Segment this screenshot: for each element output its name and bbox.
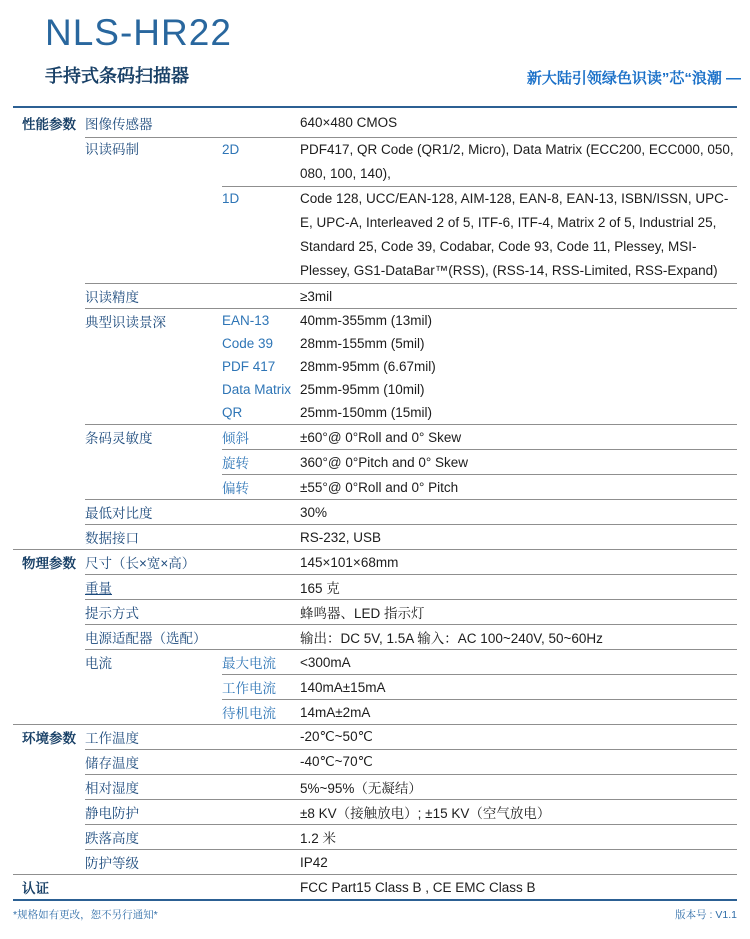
footer-version: 版本号 : V1.1 <box>675 909 737 921</box>
param-label: 尺寸（长×宽×高） <box>85 556 196 571</box>
param-sublabel: 工作电流 <box>222 681 276 696</box>
param-label: 跌落高度 <box>85 831 139 846</box>
section-label: 物理参数 <box>22 556 76 571</box>
param-sublabel: 2D <box>222 142 240 157</box>
param-value: 145×101×68mm <box>300 554 399 570</box>
spec-row <box>13 750 737 774</box>
spec-row <box>13 425 737 449</box>
param-label: 防护等级 <box>85 856 139 871</box>
spec-row <box>13 600 737 624</box>
param-value: 165 克 <box>300 581 340 596</box>
param-value: ±60°@ 0°Roll and 0° Skew <box>300 429 462 445</box>
param-sublabel: 最大电流 <box>222 656 276 671</box>
param-value: 1.2 米 <box>300 831 337 846</box>
spec-row <box>13 500 737 524</box>
product-name: 手持式条码扫描器 <box>45 66 189 86</box>
param-label: 数据接口 <box>85 531 139 546</box>
spec-row <box>13 309 737 332</box>
param-value: Code 128, UCC/EAN-128, AIM-128, EAN-8, EAN-13, ISBN/ISSN, UPC-E, UPC-A, Interleaved 2 of 5, ITF-6, ITF-4, Matrix 2 of 5, Industrial 25, Standard 25, Code 39, Codabar, Code 93, Code 11, Plessey, MSI-Plessey, GS1-DataBar™(RSS), (RSS-14, RSS-Limited, RSS-Expand) <box>300 191 729 278</box>
param-label: 重量 <box>85 581 112 596</box>
param-value: 28mm-95mm (6.67mil) <box>300 359 436 374</box>
param-value: 140mA±15mA <box>300 679 386 695</box>
param-value: 25mm-95mm (10mil) <box>300 382 425 397</box>
spec-row <box>13 108 737 137</box>
spec-row <box>13 378 737 401</box>
param-value: <300mA <box>300 654 351 670</box>
spec-table <box>13 106 737 901</box>
param-label: 电源适配器（选配） <box>85 631 207 646</box>
section-label: 认证 <box>22 881 49 896</box>
param-label: 电流 <box>85 656 112 671</box>
param-value: -40℃~70℃ <box>300 754 373 769</box>
param-sublabel: QR <box>222 405 243 420</box>
param-sublabel: Code 39 <box>222 336 274 351</box>
param-value: 360°@ 0°Pitch and 0° Skew <box>300 454 468 470</box>
spec-row <box>13 875 737 899</box>
param-value: FCC Part15 Class B , CE EMC Class B <box>300 879 536 895</box>
param-sublabel: Data Matrix <box>222 382 292 397</box>
param-label: 相对湿度 <box>85 781 139 796</box>
spec-row <box>13 187 737 283</box>
param-value: 蜂鸣器、LED 指示灯 <box>300 606 425 621</box>
product-model: NLS-HR22 <box>45 12 232 53</box>
param-value: 640×480 CMOS <box>300 115 398 130</box>
spec-row <box>13 725 737 749</box>
spec-row <box>13 284 737 308</box>
footer-note: *规格如有更改，恕不另行通知* <box>13 909 158 921</box>
param-label: 最低对比度 <box>85 506 153 521</box>
param-sublabel: 旋转 <box>222 456 249 471</box>
param-label: 提示方式 <box>85 606 139 621</box>
param-sublabel: PDF 417 <box>222 359 276 374</box>
spec-row <box>13 700 737 724</box>
param-value: PDF417, QR Code (QR1/2, Micro), Data Matrix (ECC200, ECC000, 050, 080, 100, 140), <box>300 142 734 181</box>
param-label: 储存温度 <box>85 756 139 771</box>
param-label: 静电防护 <box>85 806 139 821</box>
spec-row <box>13 550 737 574</box>
section-label: 环境参数 <box>22 731 76 746</box>
param-value: 30% <box>300 504 328 520</box>
param-label: 条码灵敏度 <box>85 431 153 446</box>
spec-row <box>13 650 737 674</box>
spec-row <box>13 525 737 549</box>
param-label: 识读码制 <box>85 142 139 157</box>
param-label: 典型识读景深 <box>85 314 166 330</box>
param-value: 28mm-155mm (5mil) <box>300 336 425 351</box>
spec-row <box>13 800 737 824</box>
spec-row <box>13 775 737 799</box>
spec-row <box>13 625 737 649</box>
param-value: IP42 <box>300 854 328 870</box>
spec-row <box>13 401 737 424</box>
param-sublabel: EAN-13 <box>222 313 270 328</box>
param-value: 40mm-355mm (13mil) <box>300 313 433 328</box>
param-value: RS-232, USB <box>300 529 382 545</box>
spec-row <box>13 450 737 474</box>
spec-row <box>13 825 737 849</box>
param-label: 图像传感器 <box>85 116 153 132</box>
param-value: -20℃~50℃ <box>300 729 373 744</box>
param-sublabel: 1D <box>222 191 240 206</box>
param-value: 5%~95%（无凝结） <box>300 781 422 796</box>
spec-row <box>13 675 737 699</box>
param-value: ±8 KV（接触放电）; ±15 KV（空气放电） <box>300 806 551 821</box>
param-sublabel: 待机电流 <box>222 706 276 721</box>
param-value: ≥3mil <box>300 288 333 304</box>
param-sublabel: 倾斜 <box>222 431 249 446</box>
spec-row <box>13 355 737 378</box>
param-value: 输出：DC 5V, 1.5A 输入：AC 100~240V, 50~60Hz <box>300 631 603 646</box>
spec-row <box>13 575 737 599</box>
param-label: 识读精度 <box>85 290 139 305</box>
bottom-rule <box>13 899 737 901</box>
section-label: 性能参数 <box>22 116 76 132</box>
spec-row <box>13 138 737 186</box>
footer <box>13 907 737 922</box>
param-value: 14mA±2mA <box>300 704 371 720</box>
header <box>0 0 750 106</box>
param-label: 工作温度 <box>85 731 139 746</box>
param-value: 25mm-150mm (15mil) <box>300 405 433 420</box>
param-sublabel: 偏转 <box>222 481 249 496</box>
spec-row <box>13 475 737 499</box>
spec-row <box>13 850 737 874</box>
brand-tagline: 新大陆引领绿色识读”芯“浪潮 — <box>526 70 741 87</box>
spec-row <box>13 332 737 355</box>
param-value: ±55°@ 0°Roll and 0° Pitch <box>300 479 459 495</box>
